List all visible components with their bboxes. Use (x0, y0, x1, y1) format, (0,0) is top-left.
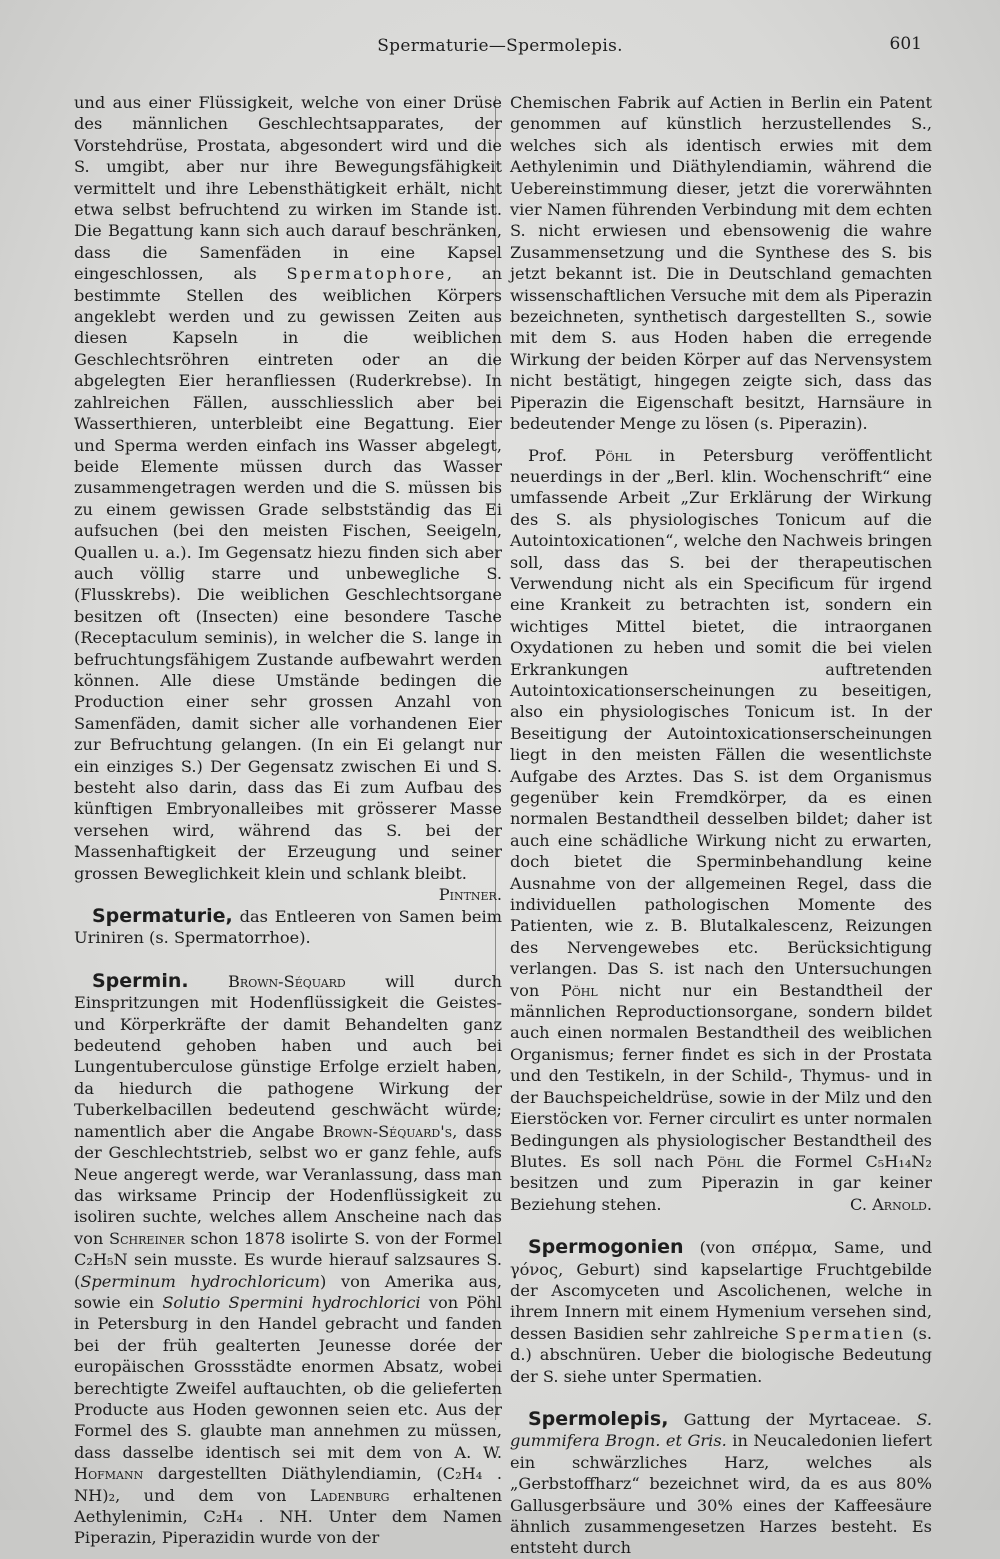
entry-text: (s. d.) abschnüren. Ueber die biologische Bedeutung der S. siehe unter Spermatien. (510, 1323, 932, 1386)
entry-spermaturie (74, 906, 502, 949)
author-signature: Pintner. (438, 885, 502, 905)
person-name: Pöhl (706, 1151, 744, 1171)
entry-headword: Spermogonien (528, 1236, 684, 1259)
italic-term: S. gummifera Brogn. et Gris. (510, 1409, 932, 1451)
entry-text: schon 1878 isolirte S. von der Formel C₂H₅N sein musste. Es wurde hierauf salzsaures S. ( (74, 1228, 502, 1291)
person-name: Pöhl (594, 445, 632, 465)
paragraph-text: in Petersburg veröffentlicht neuerdings in der „Berl. klin. Wochenschrift“ eine umfassende Arbeit „Zur Erklärung der Wirkung des S. als physiologisches Tonicum auf die Autointoxicationen“, welche den Nachweis bringen soll, dass das S. bei der therapeutischen Verwendung nicht als ein Specificum für irgend eine Krankeit zu betrachten ist, sondern ein wichtiges Mittel bietet, die intraorganen Oxydationen zu heben und somit die bei vielen Erkrankungen auftretenden Autointoxicationserscheinungen zu beseitigen, also ein physiologisches Tonicum ist. In der Beseitigung der Autointoxicationserscheinungen liegt in den meisten Fällen die wesentlichste Aufgabe des Arztes. Das S. ist dem Organismus gegenüber kein Fremdkörper, da es einen normalen Bestandtheil desselben bildet; daher ist auch eine schädliche Wirkung nicht zu erwarten, doch bietet die Sperminbehandlung keine Ausnahme von der allgemeinen Regel, dass die individuellen pathologischen Momente des Patienten, wie z. B. Blutalkalescenz, Reizungen des Nervengewebes etc. Berücksichtigung verlangen. Das S. ist nach den Untersuchungen von (510, 445, 932, 1000)
spaced-term: Spermatien (785, 1323, 906, 1343)
italic-term: Solutio Spermini hydrochlorici (162, 1292, 421, 1312)
entry-headword: Spermaturie, (92, 905, 233, 928)
person-name: Brown-Séquard's (322, 1121, 453, 1141)
entry-spermin (74, 971, 502, 1549)
entry-text: ) von Amerika aus, sowie ein (74, 1271, 503, 1312)
paragraph-text: und aus einer Flüssigkeit, welche von einer Drüse des männlichen Geschlechtsapparates, der Vorstehdrüse, Prostata, abgesondert wird und die S. umgibt, aber nur ihre Bewegungsfähigkeit vermittelt und ihre Lebensthätigkeit erhält, nicht etwa selbst befruchtend zu wirken im Stande ist. Die Begattung kann sich auch darauf beschränken, dass die Samenfäden in eine Kapsel eingeschlossen, als (74, 93, 502, 284)
entry-spermogonien (510, 1237, 932, 1387)
entry-text: in Neucaledonien liefert ein schwärzliches Harz, welches als „Gerbstoffharz“ bezeichnet wird, da es aus 80% Gallusgerbsäure und 30% eines der Kaffeesäure ähnlich zusammengesetzen Harzes besteht. Es entsteht durch (510, 1431, 932, 1558)
entry-text: von Pöhl in Petersburg in den Handel gebracht und fanden bei der früh gealterten Jeunesse dorée der europäischen Grossstädte enormen Absatz, wobei berechtigte Zweifel auftauchten, ob die gelieferten Producte aus Hoden gewonnen seien etc. Aus der Formel des S. glaubte man annehmen zu müssen, dass dasselbe identisch sei mit dem von A. W. (74, 1292, 502, 1462)
entry-text: , dass der Geschlechtstrieb, selbst wo er ganz fehle, aufs Neue angeregt werde, war Veranlassung, dass man das wirksame Princip der Hodenflüssigkeit zu isoliren suchte, welches allem Anscheine nach das von (74, 1121, 503, 1248)
author-signature: C. Arnold. (850, 1194, 932, 1214)
spaced-term: Spermatophore (286, 264, 447, 284)
entry-text: dargestellten Diäthylendiamin, (C₂H₄ . NH)₂, und dem von (74, 1464, 502, 1505)
entry-text: erhaltenen Aethylenimin, C₂H₄ . NH. Unter dem Namen Piperazin, Piperazidin wurde von der (74, 1485, 502, 1548)
person-name: Brown-Séquard (228, 971, 346, 991)
paragraph-text: , an bestimmte Stellen des weiblichen Körpers angeklebt werden und zu gewissen Zeiten aus diesen Kapseln in die weiblichen Geschlechtsröhren eintreten oder an die abgelegten Eier heranfliessen (Ruderkrebse). In zahlreichen Fällen, ausschliesslich aber bei Wasserthieren, unterbleibt eine Begattung. Eier und Sperma werden einfach ins Wasser abgelegt, beide Elemente müssen durch das Wasser zusammengetragen werden und die S. müssen bis zu einem gewissen Grade selbstständig das Ei aufsuchen (bei den meisten Fischen, Seeigeln, Quallen u. a.). Im Gegensatz hiezu finden sich aber auch völlig starre und unbewegliche S. (Flusskrebs). Die weiblichen Geschlechtsorgane besitzen oft (Insecten) eine besondere Tasche (Receptaculum seminis), in welcher die S. lange in befruchtungsfähigem Zustande aufbewahrt werden können. Alle diese Umstände bedingen die Production einer sehr grossen Anzahl von Samenfäden, damit sicher alle vorhandenen Eier zur Befruchtung gelangen. (In ein Ei gelangt nur ein einziges S.) Der Gegensatz zwischen Ei und S. besteht also darin, dass das Ei zum Aufbau des künftigen Embryonalleibes mit grösserer Masse versehen wird, während das S. bei der Massenhaftigkeit der Erzeugung und seiner grossen Beweglichkeit klein und schlank bleibt. (74, 264, 502, 883)
entry-spermolepis (510, 1409, 932, 1559)
entry-headword: Spermolepis, (528, 1407, 669, 1430)
paragraph-text: Prof. (528, 445, 595, 465)
person-name: Hofmann (74, 1464, 144, 1484)
entry-text: Gattung der Myrtaceae. (668, 1409, 917, 1429)
poehl-paragraph (510, 445, 932, 1216)
paragraph-text: die Formel C₅H₁₄N₂ besitzen und zum Piperazin in gar keiner Beziehung stehen. (510, 1151, 932, 1214)
entry-text: will durch Einspritzungen mit Hodenflüssigkeit die Geistes- und Körperkräfte der damit Behandelten ganz bedeutend gehoben haben und auch bei Lungentuberculose günstige Erfolge erzielt haben, da hiedurch die pathogene Wirkung der Tuberkelbacillen bedeutend geschwächt würde; namentlich aber die Angabe (74, 971, 502, 1141)
right-column (510, 92, 932, 1559)
person-name: Ladenburg (309, 1485, 390, 1505)
page-number: 601 (889, 34, 922, 54)
entry-text: (von σπέρμα, Same, und γόνος, Geburt) sind kapselartige Fruchtgebilde der Ascomyceten und Ascolichenen, welche in ihrem Innern mit einem Hymenium versehen sind, dessen Basidien sehr zahlreiche (510, 1238, 932, 1343)
italic-term: Sperminum hydrochloricum (80, 1271, 321, 1291)
paragraph-text: Chemischen Fabrik auf Actien in Berlin ein Patent genommen auf künstlich herzustellendes S., welches sich als identisch erwies mit dem Aethylenimin und Diäthylendiamin, während die Uebereinstimmung dieser, jetzt die vorerwähnten vier Namen führenden Verbindung mit dem echten S. nicht erwiesen und ebensowenig die wahre Zusammensetzung und die Synthese des S. bis jetzt bekannt ist. Die in Deutschland gemachten wissenschaftlichen Versuche mit dem als Piperazin bezeichneten, synthetisch dargestellten S., sowie mit dem S. aus Hoden haben die erregende Wirkung der beiden Körper auf das Nervensystem nicht bestätigt, hingegen zeigte sich, dass das Piperazin die Eigenschaft besitzt, Harnsäure in bedeutender Menge zu lösen (s. Piperazin). (510, 93, 932, 434)
pintner-paragraph (74, 92, 502, 905)
left-column (74, 92, 502, 1549)
person-name: Schreiner (109, 1228, 185, 1248)
entry-headword: Spermin. (92, 969, 189, 992)
paragraph-text: nicht nur ein Bestandtheil der männlichen Reproductionsorgane, sondern bildet auch einen normalen Bestandtheil des weiblichen Organismus; ferner findet es sich in der Prostata und den Testikeln, in der Schild-, Thymus- und in der Bauchspeicheldrüse, sowie in der Milz und den Eierstöcken vor. Ferner circulirt es unter normalen Bedingungen als physiologischer Bestandtheil des Blutes. Es soll nach (510, 980, 932, 1171)
person-name: Pöhl (560, 980, 598, 1000)
spermin-continuation (510, 92, 932, 435)
entry-text: das Entleeren von Samen beim Uriniren (s. Spermatorrhoe). (74, 907, 502, 948)
running-head: Spermaturie—Spermolepis. (377, 36, 623, 56)
